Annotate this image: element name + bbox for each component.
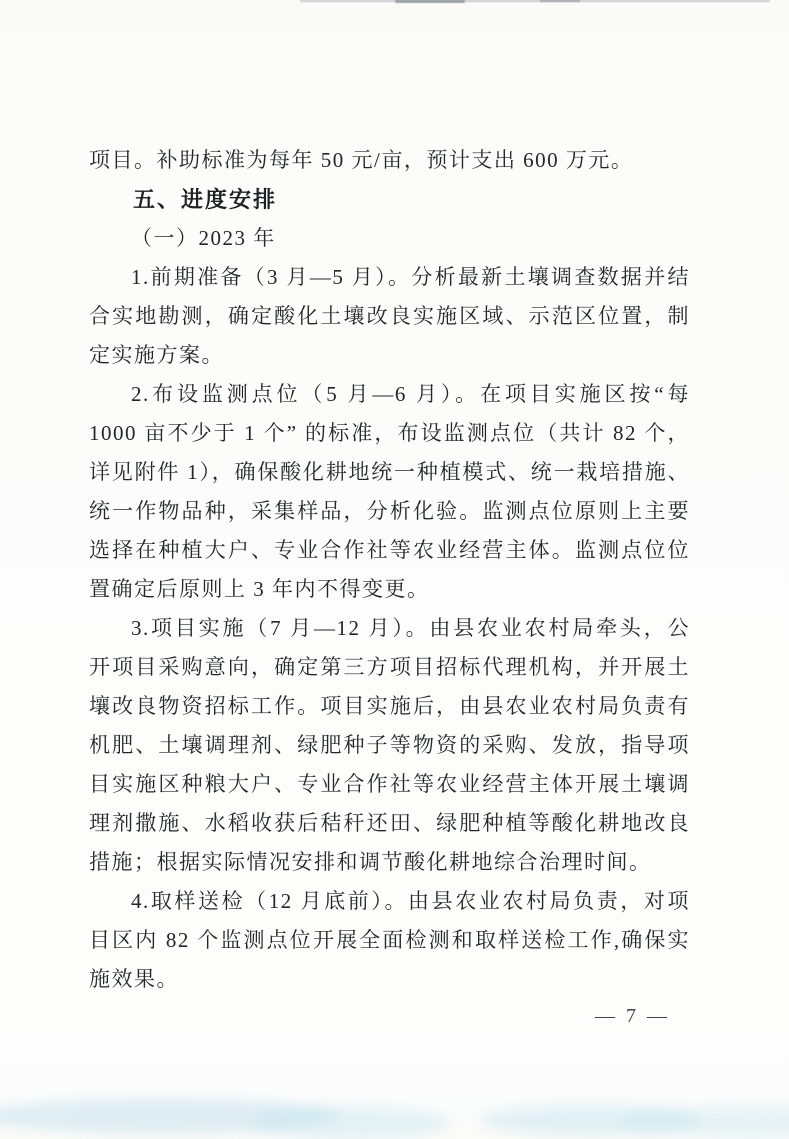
text-line: 开项目采购意向，确定第三方项目招标代理机构，并开展土 (89, 655, 690, 679)
text-line: 理剂撒施、水稻收获后秸秆还田、绿肥种植等酸化耕地改良 (89, 811, 690, 835)
text-line: 4.取样送检（12 月底前）。由县农业农村局负责，对项 (131, 889, 690, 913)
text-line: 详见附件 1），确保酸化耕地统一种植模式、统一栽培措施、 (89, 460, 690, 484)
text-line: 项目。补助标准为每年 50 元/亩，预计支出 600 万元。 (89, 148, 634, 172)
text-line: 目区内 82 个监测点位开展全面检测和取样送检工作,确保实 (89, 928, 690, 952)
section-heading: 五、进度安排 (133, 187, 278, 212)
text-line: 选择在种植大户、专业合作社等农业经营主体。监测点位位 (89, 538, 690, 562)
scan-edge-artifact (300, 0, 770, 2)
text-line: 目实施区种粮大户、专业合作社等农业经营主体开展土壤调 (89, 772, 690, 796)
text-line: 机肥、土壤调理剂、绿肥种子等物资的采购、发放，指导项 (89, 733, 690, 757)
text-line: 措施；根据实际情况安排和调节酸化耕地综合治理时间。 (89, 850, 652, 874)
page-showthrough-smudge (250, 1107, 450, 1139)
text-line: 1.前期准备（3 月—5 月）。分析最新土壤调查数据并结 (131, 265, 690, 289)
text-line: 施效果。 (89, 967, 179, 991)
scan-edge-artifact (395, 0, 465, 3)
page-number: — 7 — (595, 1005, 670, 1027)
text-line: 置确定后原则上 3 年内不得变更。 (89, 577, 430, 601)
text-line: 2.布设监测点位（5 月—6 月）。在项目实施区按“每 (131, 382, 690, 406)
text-line: 合实地勘测，确定酸化土壤改良实施区域、示范区位置，制 (89, 304, 690, 328)
text-line: 统一作物品种，采集样品，分析化验。监测点位原则上主要 (89, 499, 690, 523)
subsection-heading: （一）2023 年 (131, 226, 276, 250)
document-text-block (89, 141, 690, 999)
scan-edge-artifact (540, 0, 580, 2)
text-line: 1000 亩不少于 1 个” 的标准，布设监测点位（共计 82 个， (89, 421, 690, 445)
text-line: 壤改良物资招标工作。项目实施后，由县农业农村局负责有 (89, 694, 690, 718)
text-line: 定实施方案。 (89, 343, 224, 367)
text-line: 3.项目实施（7 月—12 月）。由县农业农村局牵头，公 (131, 616, 690, 640)
